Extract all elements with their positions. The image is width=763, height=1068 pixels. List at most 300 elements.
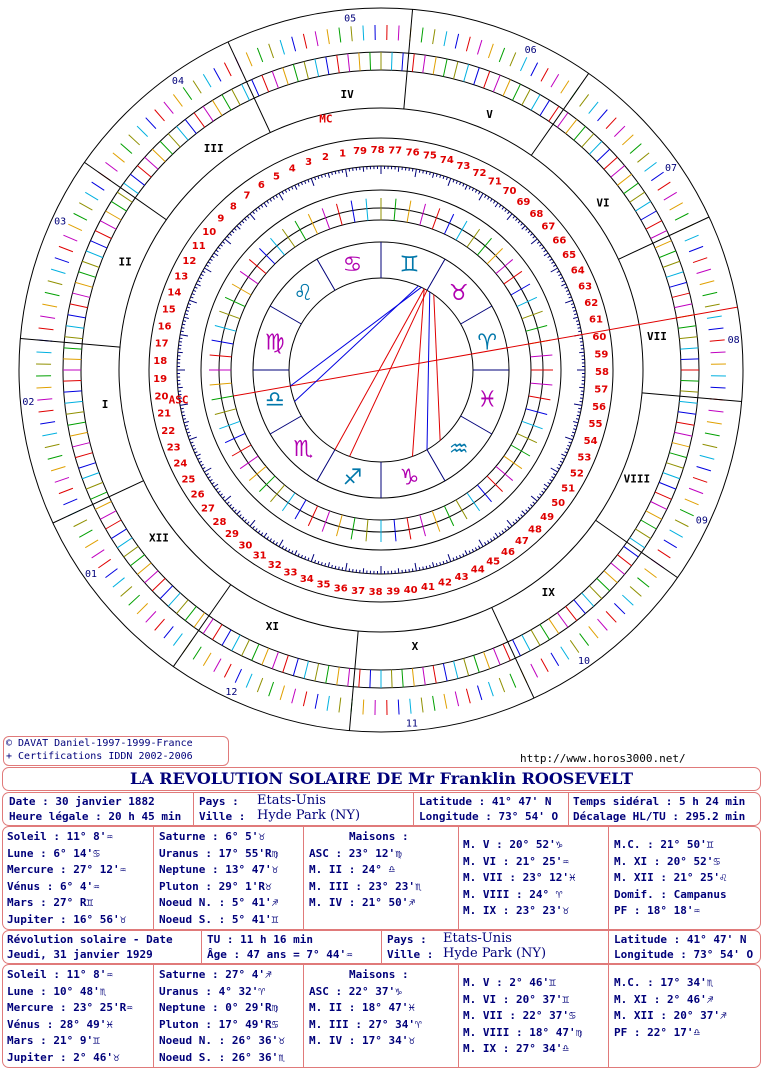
degree-tick [493, 537, 495, 539]
inner-color-spoke [240, 271, 258, 284]
color-spoke [522, 635, 530, 651]
color-spoke [566, 119, 577, 133]
color-spoke [173, 94, 182, 106]
color-spoke [703, 292, 718, 295]
outer-number: 05 [344, 13, 357, 25]
degree-tick [522, 511, 526, 515]
color-spoke [433, 29, 435, 44]
house-row: M. III : 27° 34'♈ [309, 1017, 422, 1031]
color-spoke [503, 79, 510, 95]
color-spoke [66, 326, 84, 329]
degree-tick [553, 265, 556, 267]
planet-row: Pluton : 29° 1'R♉ [159, 879, 272, 893]
degree-tick [436, 174, 437, 177]
degree-tick [558, 274, 561, 275]
degree-tick [423, 170, 424, 173]
house-cusp [492, 607, 534, 698]
degree-tick [255, 209, 257, 211]
degree-tick [198, 281, 201, 282]
degree-tick [495, 533, 498, 537]
degree-tick [561, 454, 566, 456]
color-spoke [111, 201, 126, 211]
color-spoke [235, 669, 241, 683]
house-row: M. V : 2° 46'♊ [463, 976, 556, 989]
house-row: M.C. : 21° 50'♊ [614, 838, 714, 851]
degree-tick [267, 201, 269, 203]
color-spoke [183, 87, 192, 99]
color-spoke [145, 571, 158, 583]
age-number: 5 [272, 171, 280, 183]
age-number: 60 [592, 331, 607, 343]
degree-tick [567, 294, 570, 295]
color-spoke [90, 492, 106, 499]
house-cusp-lines [20, 9, 741, 730]
color-spoke [214, 68, 221, 81]
age-number: 79 [353, 145, 367, 157]
age-number: 70 [502, 186, 517, 198]
age-number: 26 [190, 489, 205, 501]
divider [608, 965, 609, 1067]
inner-color-spoke [394, 199, 396, 221]
inner-color-spoke [477, 485, 491, 502]
degree-tick [528, 507, 530, 509]
inner-color-spoke [212, 340, 234, 344]
color-spoke [617, 555, 631, 566]
inner-color-spoke [529, 396, 551, 400]
age-number: 40 [403, 584, 418, 596]
color-spoke [589, 102, 598, 114]
degree-tick [460, 182, 461, 185]
color-spoke [645, 162, 657, 171]
color-spoke [606, 611, 616, 622]
age-number: 7 [243, 190, 251, 202]
mc-label: MC [319, 112, 333, 126]
color-spoke [280, 40, 284, 54]
degree-tick [479, 540, 483, 547]
color-spoke [570, 640, 579, 652]
color-spoke [70, 432, 88, 436]
color-spoke [663, 473, 680, 479]
asc-label: ASC [168, 393, 189, 407]
age-number: 15 [161, 304, 176, 316]
color-spoke [681, 359, 699, 360]
degree-tick [282, 546, 283, 549]
color-spoke [531, 95, 540, 111]
color-spoke [678, 326, 696, 329]
color-spoke [326, 665, 329, 683]
degree-tick [292, 551, 293, 554]
aspect-line [434, 295, 440, 441]
degree-tick [298, 184, 299, 187]
color-spoke [574, 126, 586, 140]
degree-tick [507, 214, 512, 220]
degree-tick [195, 452, 198, 453]
degree-tick [181, 408, 184, 409]
color-spoke [402, 53, 403, 71]
degree-tick [204, 468, 211, 472]
color-spoke [433, 665, 436, 683]
inner-color-spoke [511, 445, 530, 456]
age-number: 9 [217, 213, 225, 225]
degree-tick [239, 223, 241, 225]
inner-color-spoke [295, 221, 306, 240]
color-spoke [646, 221, 662, 229]
rs-age: Âge : 47 ans = 7° 44'♒ [207, 948, 353, 961]
color-spoke [611, 166, 625, 178]
degree-tick [332, 565, 333, 568]
degree-tick [576, 419, 579, 420]
color-spoke [63, 380, 81, 381]
color-spoke [85, 540, 98, 548]
house-cusp [349, 631, 358, 731]
house-cusp [642, 393, 742, 402]
color-spoke [700, 281, 714, 285]
outer-number: 08 [727, 335, 740, 347]
color-spoke [637, 153, 649, 162]
planet-row: Pluton : 17° 49'R♋ [159, 1017, 279, 1031]
degree-tick [573, 317, 578, 318]
degree-tick [201, 464, 204, 465]
degree-tick [253, 526, 255, 528]
degree-tick [544, 250, 546, 252]
color-spoke [42, 304, 57, 307]
rs-pays: Etats-Unis [443, 931, 512, 946]
degree-tick [227, 502, 229, 504]
age-number: 62 [584, 297, 599, 309]
color-spoke [614, 603, 625, 614]
degree-tick [419, 170, 420, 173]
color-spoke [454, 661, 458, 678]
rs-col5 [614, 975, 727, 1041]
color-spoke [106, 520, 122, 529]
degree-tick [551, 262, 554, 264]
sign-glyph: ♐ [342, 465, 363, 491]
color-spoke [705, 433, 720, 436]
natal-col3 [309, 829, 422, 912]
color-spoke [674, 432, 692, 436]
degree-tick [244, 519, 246, 521]
color-spoke [348, 668, 350, 686]
color-spoke [709, 328, 724, 330]
color-spoke [55, 258, 69, 263]
site-url[interactable]: http://www.horos3000.net/ [520, 752, 686, 765]
degree-tick [189, 300, 197, 303]
inner-color-spoke [351, 518, 355, 540]
inner-color-spoke [407, 518, 411, 540]
degree-tick [571, 435, 574, 436]
inner-color-spoke [456, 221, 467, 240]
color-spoke [484, 652, 490, 669]
planet-row: Noeud S. : 5° 41'♊ [159, 912, 279, 926]
color-spoke [674, 304, 692, 308]
sign-glyph: ♈ [477, 330, 498, 356]
inner-color-spoke [295, 500, 306, 519]
degree-tick [544, 484, 548, 487]
planet-row: Noeud S. : 26° 36'♏ [159, 1050, 285, 1064]
color-spoke [444, 694, 447, 709]
degree-tick [279, 540, 283, 547]
color-spoke [391, 52, 392, 70]
degree-tick [193, 449, 196, 450]
degree-tick [185, 314, 188, 315]
degree-tick [577, 324, 580, 325]
age-number: 1 [339, 148, 347, 160]
degree-tick [295, 185, 297, 190]
outer-number: 01 [84, 569, 98, 581]
degree-tick [521, 515, 523, 517]
degree-tick [446, 177, 447, 180]
color-spoke [224, 63, 231, 76]
age-number: 52 [569, 468, 584, 480]
color-spoke [257, 678, 262, 692]
degree-tick [573, 310, 576, 311]
color-spoke [152, 578, 165, 591]
color-spoke [337, 667, 340, 685]
color-spoke [303, 692, 306, 707]
color-spoke [194, 113, 205, 128]
color-spoke [637, 578, 649, 587]
degree-tick [181, 328, 184, 329]
color-spoke [645, 569, 657, 578]
color-spoke [597, 578, 610, 591]
color-spoke [574, 600, 586, 614]
degree-tick [186, 429, 189, 430]
color-spoke [65, 337, 83, 339]
revolution-info-box [2, 930, 761, 964]
color-spoke [269, 682, 274, 696]
degree-tick [515, 218, 517, 220]
revolution-planets-box [2, 964, 761, 1068]
color-spoke [63, 235, 77, 241]
degree-tick [571, 304, 574, 305]
house-row: M. VII : 22° 37'♋ [463, 1009, 576, 1022]
color-spoke [359, 53, 360, 71]
aspect-line [427, 292, 430, 450]
degree-tick [419, 567, 420, 570]
degree-tick [531, 496, 537, 501]
house-label: VIII [623, 472, 651, 486]
color-spoke [670, 203, 683, 210]
sign-divider [427, 259, 445, 290]
color-spoke [705, 304, 720, 307]
house-row: M. II : 18° 47'♓ [309, 1001, 415, 1014]
color-spoke [194, 613, 205, 628]
degree-tick [430, 565, 431, 568]
degree-tick [285, 547, 286, 550]
color-spoke [663, 261, 680, 267]
color-spoke [39, 328, 54, 330]
color-spoke [597, 149, 610, 162]
degree-tick [440, 175, 441, 178]
color-spoke [531, 664, 538, 677]
degree-tick [270, 199, 272, 202]
house-row: M. IV : 17° 34'♉ [309, 1034, 415, 1047]
divider [193, 793, 194, 825]
color-spoke [664, 192, 677, 200]
age-number: 47 [514, 536, 529, 548]
degree-tick [285, 190, 286, 193]
age-number: 38 [368, 586, 383, 598]
house-label: II [118, 255, 132, 269]
degree-tick [206, 265, 209, 267]
color-spoke [79, 203, 92, 210]
natal-heure: Heure légale : 20 h 45 min [9, 810, 182, 823]
rs-col3 [309, 967, 422, 1050]
degree-tick [335, 171, 336, 174]
natal-pays-label: Pays : [199, 795, 239, 808]
color-spoke [339, 28, 341, 43]
outer-number: 04 [171, 76, 184, 88]
color-spoke [212, 624, 222, 639]
degree-tick [558, 464, 561, 465]
color-spoke [351, 26, 352, 41]
age-number: 37 [351, 585, 366, 597]
color-spoke [304, 661, 308, 678]
color-spoke [443, 663, 447, 681]
color-spoke [40, 422, 55, 424]
color-spoke [92, 550, 105, 558]
degree-tick [220, 494, 222, 496]
age-number: 69 [516, 197, 531, 209]
house-row: M.C. : 17° 34'♏ [614, 976, 714, 989]
degree-tick [191, 297, 194, 298]
color-spoke [580, 634, 589, 646]
color-spoke [655, 241, 671, 248]
degree-tick [206, 474, 209, 476]
color-spoke [203, 74, 211, 87]
age-number: 74 [439, 155, 454, 167]
degree-tick [258, 531, 260, 533]
color-spoke [63, 359, 81, 360]
color-spoke [622, 595, 633, 605]
outer-number: 11 [405, 718, 418, 730]
color-spoke [398, 700, 399, 715]
house-row: ASC : 22° 37'♑ [309, 984, 402, 998]
color-spoke [622, 135, 633, 145]
sign-glyph: ♓ [477, 387, 498, 413]
degree-tick [557, 467, 560, 468]
color-spoke [630, 144, 641, 154]
aspect-lines [290, 286, 440, 456]
planet-row: Mars : 27° R♊ [7, 896, 94, 909]
color-spoke [193, 81, 201, 94]
color-spoke [160, 141, 173, 154]
color-spoke [443, 59, 447, 77]
house-row: M. IX : 23° 23'♉ [463, 904, 569, 917]
degree-tick [198, 458, 201, 459]
color-spoke [484, 71, 490, 88]
age-number: 68 [529, 208, 544, 220]
degree-tick [530, 233, 532, 235]
degree-tick [472, 188, 473, 191]
color-spoke [82, 473, 99, 479]
color-spoke [597, 619, 607, 630]
color-spoke [111, 529, 126, 539]
color-spoke [466, 689, 470, 703]
degree-tick [183, 419, 186, 420]
degree-tick [227, 236, 229, 238]
age-number: 11 [191, 241, 206, 253]
age-number: 65 [562, 250, 577, 262]
color-spoke [293, 64, 298, 81]
degree-tick [562, 281, 565, 282]
house-row: M. VII : 23° 12'♓ [463, 871, 576, 884]
age-number: 59 [594, 349, 609, 361]
color-spoke [262, 75, 269, 92]
natal-planets-box [2, 826, 761, 930]
degree-tick [298, 554, 299, 557]
color-spoke [402, 669, 403, 687]
color-spoke [679, 337, 697, 339]
degree-tick [222, 242, 224, 244]
color-spoke [641, 520, 657, 529]
degree-tick [325, 563, 326, 566]
degree-tick [180, 335, 188, 336]
color-spoke [232, 635, 240, 651]
degree-tick [276, 195, 278, 198]
color-spoke [589, 141, 602, 154]
color-spoke [664, 540, 677, 548]
color-spoke [212, 100, 222, 115]
color-spoke [635, 201, 650, 211]
color-spoke [493, 75, 500, 92]
planet-row: Vénus : 28° 49'♓ [7, 1017, 113, 1031]
age-number: 8 [229, 201, 237, 213]
color-spoke [185, 119, 196, 133]
color-spoke [82, 261, 99, 267]
degree-tick [565, 300, 573, 303]
inner-color-spoke [467, 493, 480, 511]
age-number: 6 [257, 180, 265, 192]
color-spoke [474, 655, 480, 672]
degree-tick [282, 192, 283, 195]
color-spoke [412, 668, 414, 686]
color-spoke [42, 433, 57, 436]
color-spoke [513, 84, 521, 100]
inner-color-spoke [240, 456, 258, 469]
house-label: III [203, 141, 224, 155]
age-number: 31 [252, 550, 267, 562]
house-label: VII [646, 330, 667, 344]
inner-color-spoke [232, 284, 251, 295]
degree-tick [318, 176, 319, 179]
degree-tick [315, 177, 316, 180]
color-spoke [121, 586, 132, 596]
color-spoke [292, 37, 296, 51]
planet-row: Saturne : 6° 5'♉ [159, 830, 265, 843]
degree-tick [186, 310, 189, 311]
color-spoke [304, 61, 308, 78]
outer-number: 10 [578, 655, 591, 667]
color-spoke [64, 391, 82, 392]
aspect-line [295, 286, 419, 402]
degree-tick [339, 170, 340, 173]
age-number: 35 [316, 579, 331, 591]
degree-tick [339, 567, 340, 570]
age-number: 53 [577, 452, 592, 464]
aspect-line [335, 289, 424, 450]
degree-tick [507, 520, 512, 526]
color-spoke [65, 401, 83, 403]
degree-tick [542, 491, 544, 493]
degree-tick [328, 173, 329, 178]
age-number: 63 [578, 281, 593, 293]
color-spoke [541, 659, 548, 672]
color-spoke [106, 211, 122, 220]
natal-temps-sideral: Temps sidéral : 5 h 24 min [573, 795, 746, 808]
inner-color-spoke [259, 248, 275, 264]
age-number: 25 [181, 474, 196, 486]
